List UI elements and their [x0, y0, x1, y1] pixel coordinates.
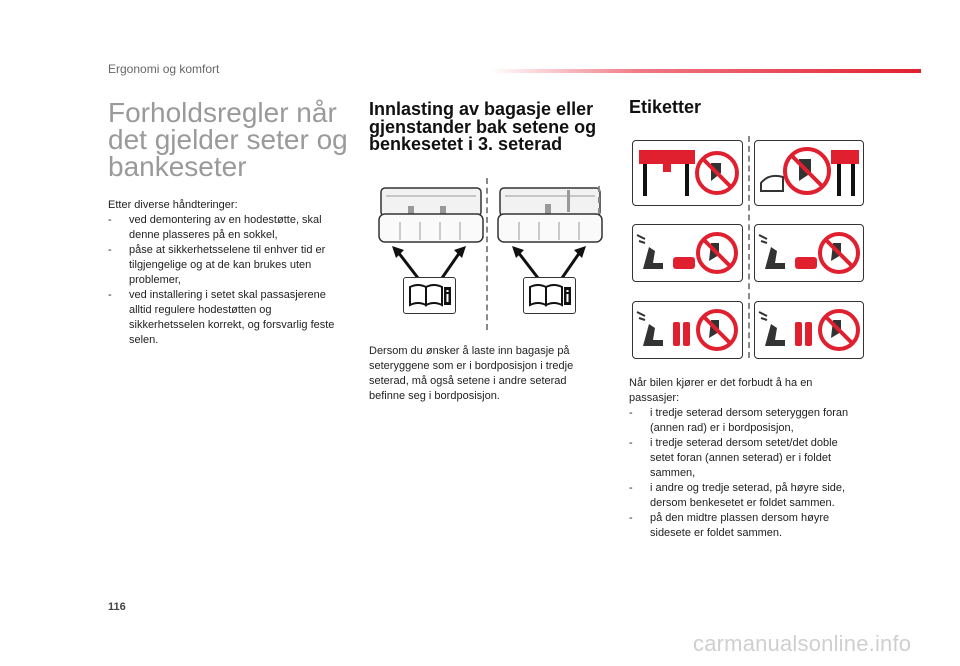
- column2-body: Dersom du ønsker å laste inn bagasje på seteryggene som er i bordposisjon i tredje seterad, må også setene i andre seterad befinne seg i bordposisjon.: [369, 345, 574, 402]
- manual-book-icon: [523, 277, 576, 314]
- label-side-seat-prohibited: [754, 224, 864, 282]
- divider-dashed: [748, 136, 750, 358]
- list-item: - påse at sikkerhetsselene til enhver tid er tilgjengelige og at de kan brukes uten problemer,: [108, 243, 348, 288]
- list-item: - i andre og tredje seterad, på høyre side, dersom benkesetet er foldet sammen.: [629, 481, 861, 511]
- column3-list: [629, 406, 861, 541]
- label-middle-seat-prohibited: [632, 301, 743, 359]
- label-seat-table-prohibited: [632, 140, 743, 206]
- column1-heading: Forholdsregler når det gjelder seter og bankeseter: [108, 97, 348, 182]
- header-rule: [490, 69, 921, 73]
- column1-list: [108, 213, 348, 348]
- label-middle-seat-prohibited: [754, 301, 864, 359]
- watermark: carmanualsonline.info: [693, 631, 912, 656]
- seat-bench-illustration-left: [378, 186, 484, 246]
- column1-intro: Etter diverse håndteringer:: [108, 199, 238, 211]
- list-item: - i tredje seterad dersom setet/det doble setet foran (annen seterad) er i foldet sammen,: [629, 436, 861, 481]
- list-item: - ved demontering av en hodestøtte, skal denne plasseres på en sokkel,: [108, 213, 348, 243]
- column3-heading: Etiketter: [629, 97, 702, 117]
- column3-body: [629, 376, 861, 541]
- divider-dashed: [486, 178, 488, 330]
- seat-bench-illustration-right: [497, 186, 603, 246]
- list-item: - ved installering i setet skal passasjerene alltid regulere hodestøtten og sikkerhetsselen korrekt, og forsvarlig feste selen.: [108, 288, 348, 348]
- column1-body: [108, 198, 348, 348]
- manual-book-icon: [403, 277, 456, 314]
- list-item: - på den midtre plassen dersom høyre sidesete er foldet sammen.: [629, 511, 861, 541]
- column2-heading: Innlasting av bagasje eller gjenstander bak setene og benkesetet i 3. seterad: [369, 99, 597, 154]
- label-seat-folded-prohibited: [754, 140, 864, 206]
- column3-intro: Når bilen kjører er det forbudt å ha en passasjer:: [629, 377, 813, 404]
- label-side-seat-prohibited: [632, 224, 743, 282]
- page-number: 116: [108, 601, 126, 613]
- list-item: - i tredje seterad dersom seteryggen foran (annen rad) er i bordposisjon,: [629, 406, 861, 436]
- divider-dashed: [598, 186, 600, 214]
- section-title: Ergonomi og komfort: [108, 62, 220, 76]
